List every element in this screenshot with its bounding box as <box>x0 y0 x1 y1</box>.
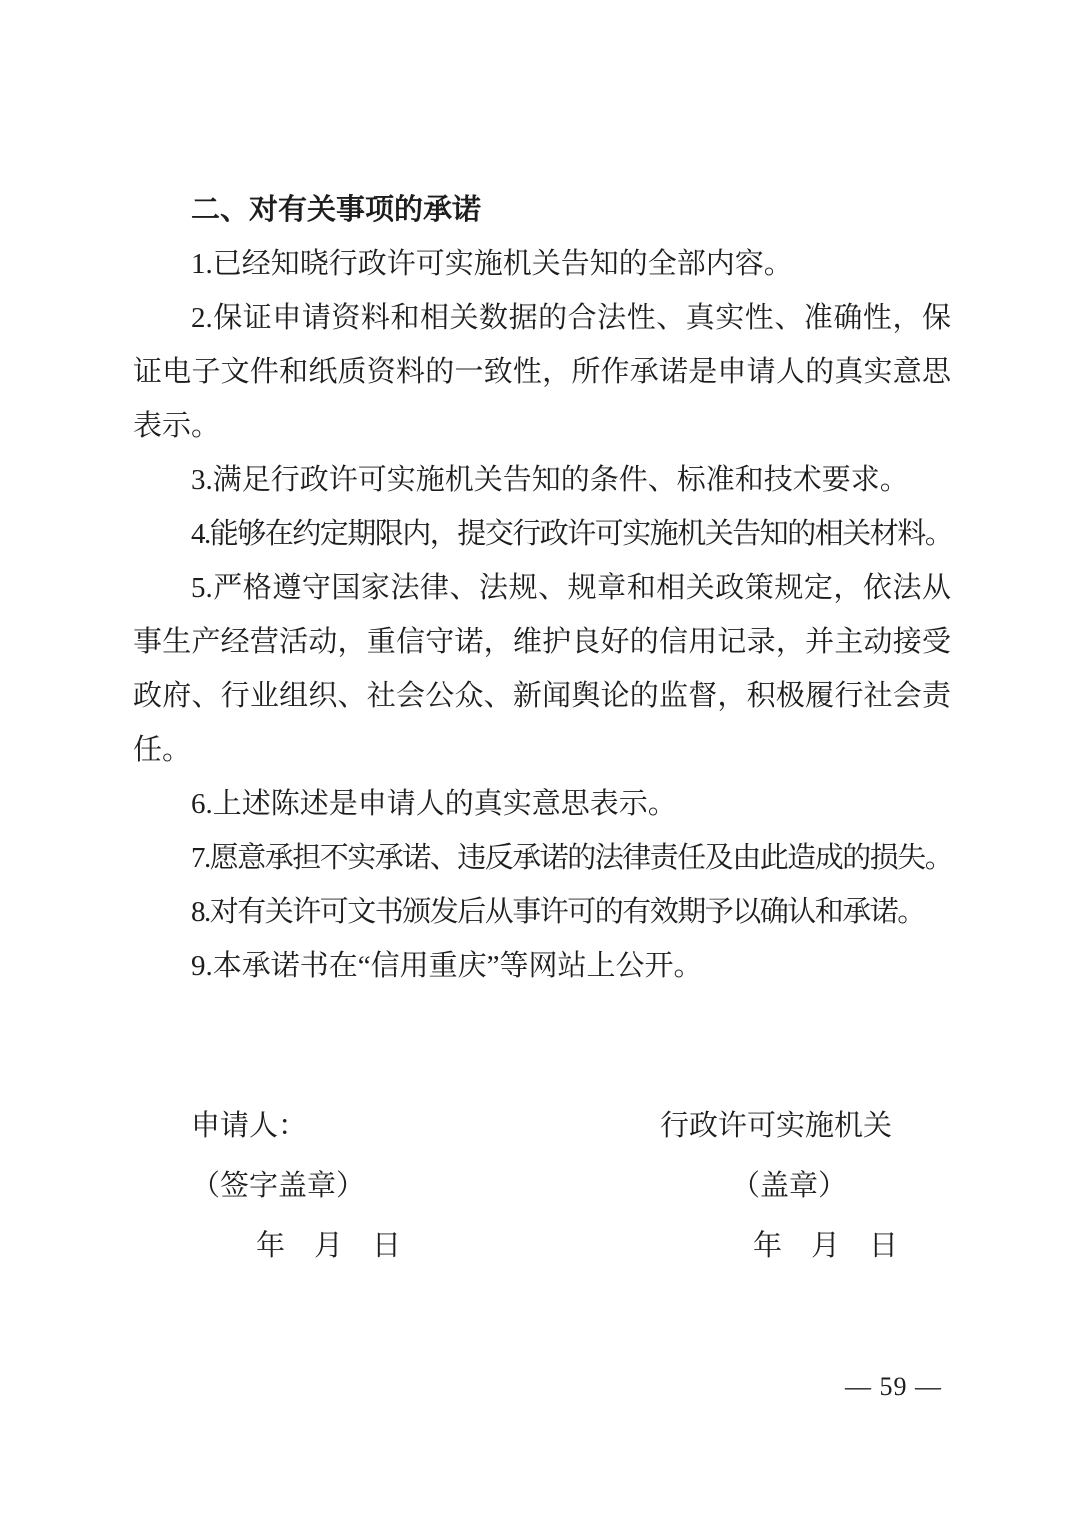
clause-line: 8.对有关许可文书颁发后从事许可的有效期予以确认和承诺。 <box>191 896 925 928</box>
signature-row-dates <box>133 1216 951 1276</box>
clause-line: 4.能够在约定期限内，提交行政许可实施机关告知的相关材料。 <box>191 518 953 550</box>
applicant-seal-note: （签字盖章） <box>191 1170 366 1202</box>
clause-line: 5.严格遵守国家法律、法规、规章和相关政策规定，依法从 <box>191 572 951 604</box>
clause-line: 2.保证申请资料和相关数据的合法性、真实性、准确性，保 <box>191 302 951 334</box>
signature-section <box>133 1096 951 1276</box>
clause-line: 1.已经知晓行政许可实施机关告知的全部内容。 <box>191 248 793 280</box>
applicant-date-blank: 年 月 日 <box>256 1230 402 1262</box>
section-heading: 二、对有关事项的承诺 <box>191 194 482 226</box>
clause-line: 任。 <box>133 734 192 766</box>
clause-line: 7.愿意承担不实承诺、违反承诺的法律责任及由此造成的损失。 <box>191 842 953 874</box>
clause-line: 表示。 <box>133 410 221 442</box>
applicant-label: 申请人： <box>191 1110 308 1142</box>
authority-label: 行政许可实施机关 <box>660 1110 893 1142</box>
clause-line: 证电子文件和纸质资料的一致性，所作承诺是申请人的真实意思 <box>133 356 951 388</box>
authority-date-blank: 年 月 日 <box>753 1230 899 1262</box>
clause-line: 事生产经营活动，重信守诺，维护良好的信用记录，并主动接受 <box>133 626 951 658</box>
document-content <box>133 183 951 1276</box>
clause-line: 6.上述陈述是申请人的真实意思表示。 <box>191 788 677 820</box>
clause-line: 9.本承诺书在“信用重庆”等网站上公开。 <box>191 950 703 982</box>
signature-row-parties <box>133 1096 951 1156</box>
authority-seal-note: （盖章） <box>731 1170 848 1202</box>
commitment-clauses <box>133 237 951 993</box>
page-number: — 59 — <box>845 1372 942 1401</box>
clause-line: 3.满足行政许可实施机关告知的条件、标准和技术要求。 <box>191 464 909 496</box>
signature-row-seals <box>133 1156 951 1216</box>
clause-line: 政府、行业组织、社会公众、新闻舆论的监督，积极履行社会责 <box>133 680 951 712</box>
